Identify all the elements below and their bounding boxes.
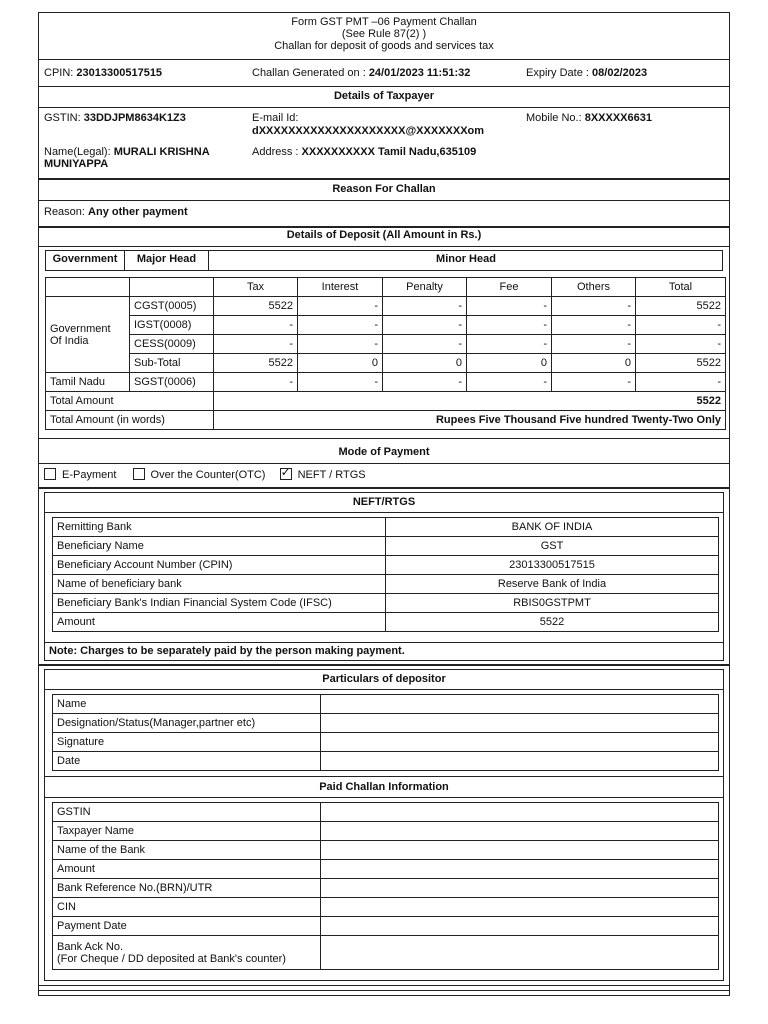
table-row	[53, 936, 719, 970]
email-info: E-mail Id: dXXXXXXXXXXXXXXXXXXXX@XXXXXXXom	[252, 112, 485, 137]
otc-checkbox[interactable]	[133, 468, 145, 480]
deposit-subheader-row	[46, 278, 726, 297]
col-government: Government	[52, 253, 118, 265]
table-row: Name of beneficiary bank Reserve Bank of India	[53, 575, 719, 594]
paid-challan-table	[52, 802, 719, 970]
payment-options	[44, 468, 366, 481]
legal-name-info: Name(Legal): MURALI KRISHNA MUNIYAPPA	[44, 146, 210, 170]
neft-heading: NEFT/RTGS	[352, 496, 416, 508]
generated-value: 24/01/2023 11:51:32	[368, 67, 471, 79]
table-row: Sub-Total 5522 0 0 0 0 5522	[46, 354, 726, 373]
table-row: Payment Date	[53, 917, 719, 936]
gov-india-cell: Government Of India	[46, 297, 130, 373]
table-row: GSTIN	[53, 803, 719, 822]
table-row: Date	[53, 752, 719, 771]
challan-form	[38, 12, 730, 996]
payment-heading: Mode of Payment	[338, 446, 430, 458]
total-words-row: Total Amount (in words) Rupees Five Thousand Five hundred Twenty-Two Only	[46, 411, 726, 430]
expiry-value: 08/02/2023	[592, 67, 648, 79]
col-minor-head: Minor Head	[436, 253, 496, 265]
deposit-table	[45, 277, 726, 430]
taxpayer-heading: Details of Taxpayer	[333, 90, 435, 102]
table-row: Bank Reference No.(BRN)/UTR	[53, 879, 719, 898]
paid-challan-heading: Paid Challan Information	[319, 781, 449, 793]
epayment-label: E-Payment	[62, 469, 117, 481]
reason-heading: Reason For Challan	[332, 183, 436, 195]
sub-interest: Interest	[298, 278, 383, 297]
table-row: IGST(0008) - - - - - -	[46, 316, 726, 335]
depositor-table	[52, 694, 719, 771]
charges-note: Note: Charges to be separately paid by the person making payment.	[49, 645, 405, 657]
mobile-info: Mobile No.: 8XXXXX6631	[526, 112, 652, 124]
table-row: Designation/Status(Manager,partner etc)	[53, 714, 719, 733]
depositor-name-value	[321, 695, 719, 714]
total-amount-row: Total Amount 5522	[46, 392, 726, 411]
address-info: Address : XXXXXXXXXX Tamil Nadu,635109	[252, 146, 477, 158]
cpin-value: 23013300517515	[76, 67, 163, 79]
sub-tax: Tax	[214, 278, 298, 297]
form-title: Form GST PMT –06 Payment Challan	[291, 16, 477, 28]
table-row: Signature	[53, 733, 719, 752]
depositor-heading: Particulars of depositor	[322, 673, 446, 685]
neft-label: NEFT / RTGS	[297, 469, 366, 481]
sub-fee: Fee	[467, 278, 552, 297]
table-row: Amount	[53, 860, 719, 879]
table-row: Name	[53, 695, 719, 714]
state-cell: Tamil Nadu	[46, 373, 130, 392]
col-major-head: Major Head	[136, 253, 197, 265]
gstin-value: 33DDJPM8634K1Z3	[83, 112, 186, 124]
table-row: CIN	[53, 898, 719, 917]
form-subtitle: Challan for deposit of goods and services tax	[274, 40, 494, 52]
form-rule: (See Rule 87(2) )	[341, 28, 427, 40]
reason-info: Reason: Any other payment	[44, 206, 188, 218]
deposit-heading: Details of Deposit (All Amount in Rs.)	[286, 229, 482, 241]
table-row: Beneficiary Account Number (CPIN) 23013300517515	[53, 556, 719, 575]
address-value: XXXXXXXXXX Tamil Nadu,635109	[301, 146, 477, 158]
sub-others: Others	[552, 278, 636, 297]
neft-table	[52, 517, 719, 632]
table-row: Remitting Bank BANK OF INDIA	[53, 518, 719, 537]
table-row: Government Of India CGST(0005) 5522 - - - - 5522	[46, 297, 726, 316]
total-words-value: Rupees Five Thousand Five hundred Twenty-Two Only	[214, 411, 726, 430]
total-amount-value: 5522	[214, 392, 726, 411]
table-row: Tamil Nadu SGST(0006) - - - - - -	[46, 373, 726, 392]
reason-value: Any other payment	[88, 206, 188, 218]
epayment-checkbox[interactable]	[44, 468, 56, 480]
legal-name-value: MURALI KRISHNA	[113, 146, 210, 158]
generated-info: Challan Generated on : 24/01/2023 11:51:32	[252, 67, 471, 79]
expiry-info: Expiry Date : 08/02/2023	[526, 67, 648, 79]
table-row: Beneficiary Name GST	[53, 537, 719, 556]
table-row: Beneficiary Bank's Indian Financial System Code (IFSC) RBIS0GSTPMT	[53, 594, 719, 613]
sub-total: Total	[636, 278, 726, 297]
table-row: CESS(0009) - - - - - -	[46, 335, 726, 354]
neft-checkbox[interactable]	[280, 468, 292, 480]
sub-penalty: Penalty	[383, 278, 467, 297]
mobile-value: 8XXXXX6631	[584, 112, 652, 124]
cpin-info: CPIN: 23013300517515	[44, 67, 163, 79]
form-header	[39, 16, 729, 53]
otc-label: Over the Counter(OTC)	[150, 469, 266, 481]
table-row: Taxpayer Name	[53, 822, 719, 841]
email-value: dXXXXXXXXXXXXXXXXXXXX@XXXXXXXom	[252, 125, 485, 137]
bank-ack-label: Bank Ack No. (For Cheque / DD deposited at Bank's counter)	[53, 936, 321, 970]
table-row: Name of the Bank	[53, 841, 719, 860]
table-row: Amount 5522	[53, 613, 719, 632]
gstin-info: GSTIN: 33DDJPM8634K1Z3	[44, 112, 186, 124]
